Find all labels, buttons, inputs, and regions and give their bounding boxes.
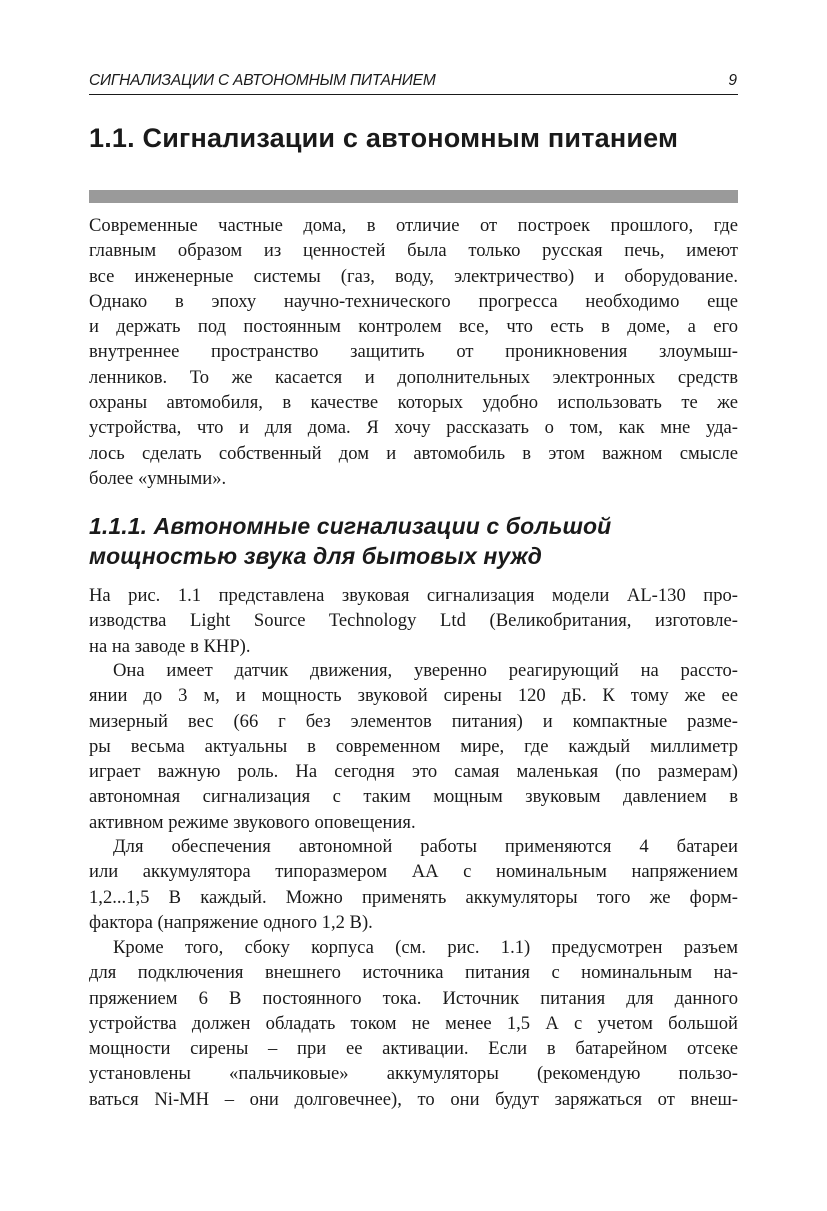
text-line: Она имеет датчик движения, уверенно реагирующий на рассто- [113,660,738,681]
text-line: играет важную роль. На сегодня это самая маленькая (по размерам) [89,761,738,783]
text-line: автономная сигнализация с таким мощным звуковым давлением в [89,786,738,808]
text-line: лось сделать собственный дом и автомобиль в этом важном смысле [89,442,738,464]
text-line: Для обеспечения автономной работы применяются 4 батареи [113,836,738,857]
page-number: 9 [728,72,737,89]
text-line: все инженерные системы (газ, воду, электричество) и оборудование. [89,265,738,287]
text-line: внутреннее пространство защитить от проникновения злоумыш- [89,341,738,363]
text-line: Кроме того, сбоку корпуса (см. рис. 1.1) предусмотрен разъем [113,937,738,958]
section-title: 1.1. Сигнализации с автономным питанием [89,123,679,153]
text-line: охраны автомобиля, в качестве которых удобно использовать те же [89,392,738,414]
text-line: мизерный вес (66 г без элементов питания) и компактные разме- [89,710,738,732]
running-head [89,70,738,95]
text-line: и держать под постоянным контролем все, что есть в доме, а его [89,316,738,338]
text-line: для подключения внешнего источника питания с номинальным на- [89,962,738,984]
text-line: устройства должен обладать током не менее 1,5 А с учетом большой [89,1012,738,1034]
text-line: На рис. 1.1 представлена звуковая сигнализация модели AL-130 про- [89,585,738,606]
paragraph-3 [89,834,738,935]
text-line: ленников. То же касается и дополнительных электронных средств [89,366,738,388]
text-line: фактора (напряжение одного 1,2 В). [89,911,373,933]
text-line: Современные частные дома, в отличие от построек прошлого, где [89,215,738,236]
paragraph-2 [89,658,738,835]
text-line: на на заводе в КНР). [89,635,251,657]
intro-paragraph [89,213,738,491]
paragraph-4 [89,935,738,1112]
text-line: ваться Ni-MH – они долговечнее), то они будут заряжаться от внеш- [89,1088,738,1110]
paragraph-1 [89,583,738,659]
running-head-title: СИГНАЛИЗАЦИИ С АВТОНОМНЫМ ПИТАНИЕМ [89,72,436,89]
text-line: Однако в эпоху научно-технического прогресса необходимо еще [89,290,738,312]
text-line: установлены «пальчиковые» аккумуляторы (рекомендую пользо- [89,1063,738,1085]
text-line: изводства Light Source Technology Ltd (Великобритания, изготовле- [89,610,738,632]
text-line: устройства, что и для дома. Я хочу рассказать о том, как мне уда- [89,417,738,439]
text-line: пряжением 6 В постоянного тока. Источник питания для данного [89,987,738,1009]
section-title-rule [89,190,738,203]
text-line: или аккумулятора типоразмером АА с номинальным напряжением [89,861,738,883]
text-line: 1,2...1,5 В каждый. Можно применять аккумуляторы того же форм- [89,886,738,908]
text-line: янии до 3 м, и мощность звуковой сирены 120 дБ. К тому же ее [89,685,738,707]
text-line: более «умными». [89,467,227,489]
text-line: ры весьма актуальны в современном мире, где каждый миллиметр [89,735,738,757]
text-line: активном режиме звукового оповещения. [89,811,416,833]
subsection-title: 1.1.1. Автономные сигнализации с большой мощностью звука для бытовых нужд [89,513,612,569]
text-line: мощности сирены – при ее активации. Если в батарейном отсеке [89,1038,738,1060]
text-line: главным образом из ценностей была только русская печь, имеют [89,240,738,262]
